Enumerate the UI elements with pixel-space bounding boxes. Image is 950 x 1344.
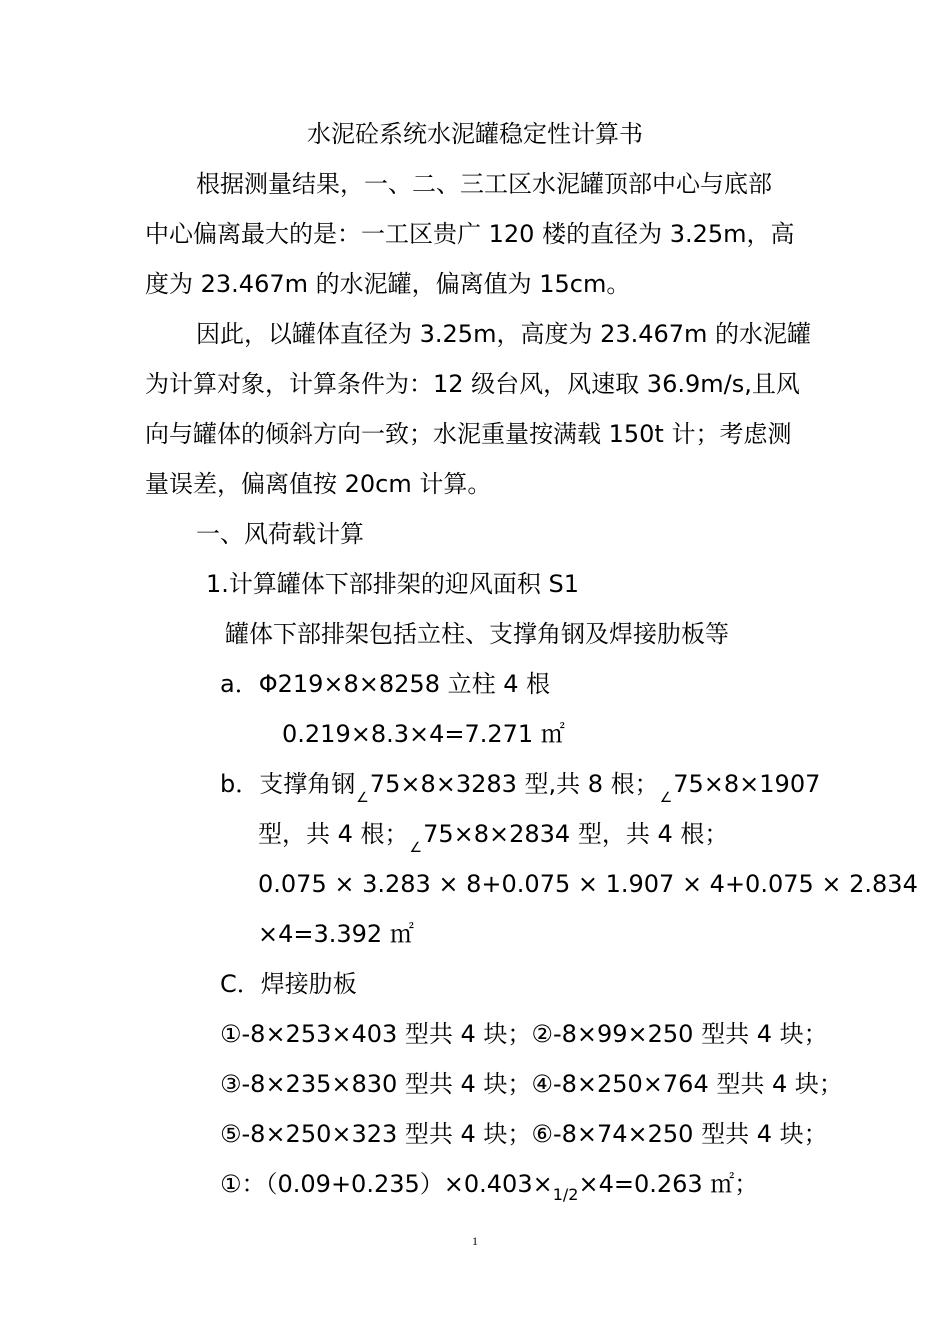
paragraph-line: 向与罐体的倾斜方向一致；水泥重量按满载 150t 计；考虑测 (145, 420, 792, 448)
angle-steel-icon: ∠ (356, 790, 369, 806)
plate-spec-line: ⑤-8×250×323 型共 4 块；⑥-8×74×250 型共 4 块； (220, 1120, 828, 1148)
item-b-prefix: b．支撑角钢 (220, 770, 356, 798)
angle-steel-icon: ∠ (659, 790, 673, 806)
paragraph-line: 中心偏离最大的是：一工区贵广 120 楼的直径为 3.25m，高 (145, 220, 795, 248)
paragraph-line: 度为 23.467m 的水泥罐，偏离值为 15cm。 (145, 270, 631, 298)
plate-calc-line (220, 1168, 759, 1204)
angle-steel-icon: ∠ (409, 840, 423, 856)
document-title: 水泥砼系统水泥罐稳定性计算书 (307, 120, 643, 148)
paragraph-line: 量误差，偏离值按 20cm 计算。 (145, 470, 492, 498)
item-b-line1 (220, 768, 821, 806)
page-number: 1 (472, 1234, 478, 1248)
item-a-formula: 0.219×8.3×4=7.271 ㎡ (282, 720, 565, 748)
subsection-intro: 罐体下部排架包括立柱、支撑角钢及焊接肋板等 (225, 620, 729, 648)
item-b-formula-line2: ×4=3.392 ㎡ (258, 920, 414, 948)
plate-spec-line: ①-8×253×403 型共 4 块；②-8×99×250 型共 4 块； (220, 1020, 828, 1048)
plate-calc-fraction: 1/2 (552, 1185, 579, 1204)
section-heading: 一、风荷载计算 (196, 520, 364, 548)
item-b-line2 (258, 818, 729, 856)
item-b-spec-2: 75×8×1907 (673, 770, 821, 798)
item-c-label: C．焊接肋板 (220, 970, 357, 998)
paragraph-line: 因此，以罐体直径为 3.25m，高度为 23.467m 的水泥罐 (196, 320, 812, 348)
paragraph-line: 根据测量结果，一、二、三工区水泥罐顶部中心与底部 (196, 170, 772, 198)
item-b-count: 型，共 4 根； (258, 820, 409, 848)
plate-calc-suffix: ×4=0.263 ㎡； (578, 1170, 759, 1198)
item-b-spec-1: 75×8×3283 型,共 8 根； (369, 770, 659, 798)
subsection-heading: 1.计算罐体下部排架的迎风面积 S1 (206, 570, 580, 598)
item-b-spec-3: 75×8×2834 型，共 4 根； (423, 820, 729, 848)
plate-spec-line: ③-8×235×830 型共 4 块；④-8×250×764 型共 4 块； (220, 1070, 843, 1098)
paragraph-line: 为计算对象，计算条件为：12 级台风，风速取 36.9m/s,且风 (145, 370, 800, 398)
item-b-formula-line1: 0.075 × 3.283 × 8+0.075 × 1.907 × 4+0.075 × 2.834 (258, 870, 918, 898)
plate-calc-prefix: ①：（0.09+0.235）×0.403× (220, 1170, 553, 1198)
item-a-label: a．Φ219×8×8258 立柱 4 根 (220, 670, 551, 698)
